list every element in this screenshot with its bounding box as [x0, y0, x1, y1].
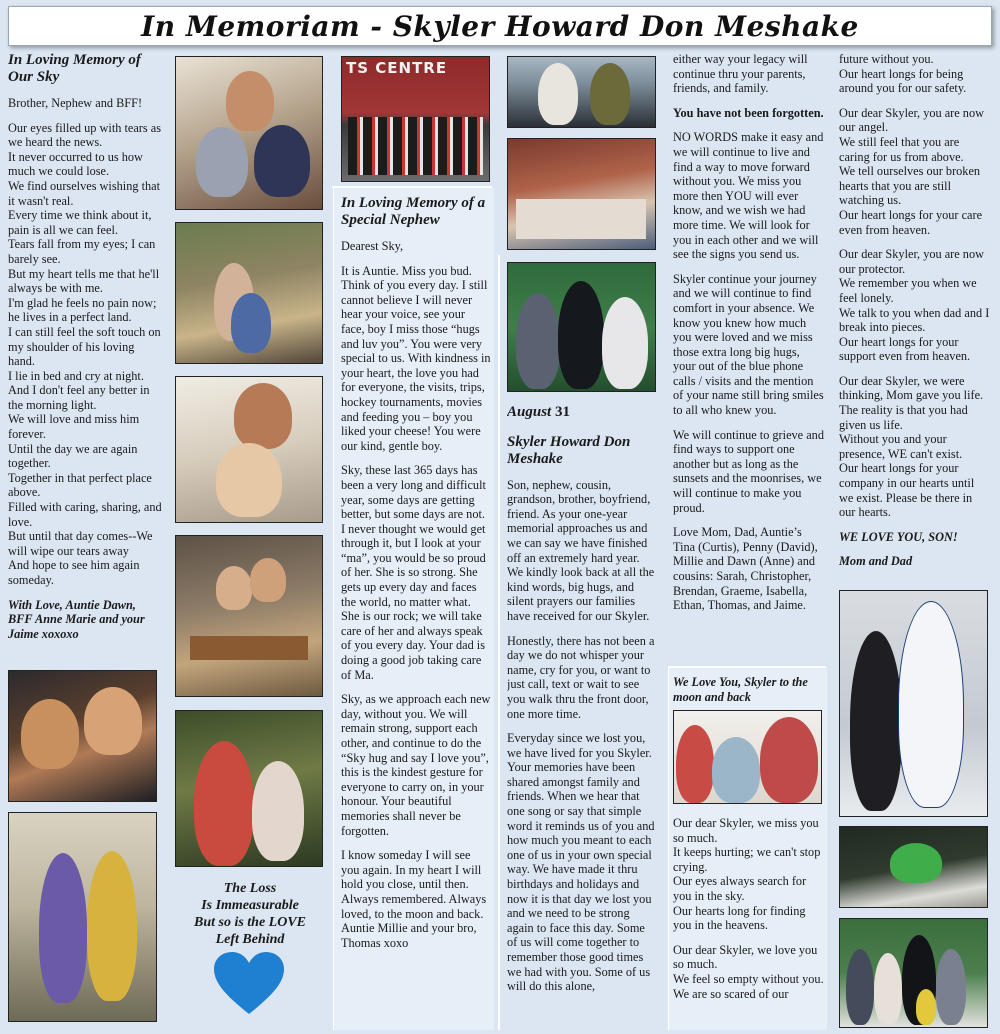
column-divider	[498, 255, 500, 1030]
col5-paragraph: Skyler continue your journey and we will continue to find comfort in your absence. We know you knew how much you were loved and we miss those extra long big hugs, your out of the blue phone calls / visits and the mention of your name still bring smiles to all who knew you.	[673, 271, 824, 418]
col4-paragraph: Everyday since we lost you, we have lived for you Skyler. Your memories have been shared amongst family and friends. When we hear that one song or say that simple word it reminds us of you and how much you meant to each one of us in your own special way. We have made it thru birthdays and holidays and now it is that day we lost you and we need to be strong again to face this day. Some of us will come together to remember those good times we had with you. Some of us will do this alone,	[507, 731, 655, 994]
column-divider	[668, 666, 826, 668]
photo-two-boys-outside	[507, 56, 656, 128]
page-title: In Memoriam - Skyler Howard Don Meshake	[141, 9, 859, 43]
column-6	[839, 52, 991, 582]
column-5-bottom	[673, 816, 825, 1028]
photo-two-boys-smiling	[8, 670, 157, 802]
loss-line-1: The Loss	[223, 881, 277, 896]
column-4	[507, 405, 657, 1027]
column-5-lower	[673, 675, 825, 705]
col1-heading: In Loving Memory of Our Sky	[8, 52, 141, 85]
col3-paragraph: Sky, as we approach each new day, without you. We will remain strong, support each other, and continue to do the “Sky hug and say I love you”, this is the kindest gesture for everyone to carry on, in your honour. Your beautiful memories shall never be forgotten.	[341, 692, 491, 838]
arena-sign-text: TS CENTRE	[346, 59, 448, 77]
col5-paragraph: NO WORDS make it easy and we will continue to live and find a way to move forward without you. We miss you more then YOU will ever know, and we wish we had more time. We will look for you in each other and we will see the signs you send us.	[673, 130, 824, 262]
col5-paragraph: Our dear Skyler, we love you so much. We feel so empty without you. We are so scared of our	[673, 942, 824, 1001]
loss-tribute	[175, 880, 325, 948]
column-1	[8, 52, 163, 672]
photo-hockey-player-with-mother	[839, 590, 988, 817]
col6-paragraph: future without you. Our heart longs for being around you for our safety.	[839, 52, 967, 96]
photo-family-trio	[673, 710, 822, 804]
col4-paragraph: Honestly, there has not been a day we do not whisper your name, cry for you, or want to just call, text or wait to see you walk thru the front door, one more time.	[507, 633, 655, 721]
loss-line-3: But so is the LOVE	[193, 915, 307, 930]
title-banner	[8, 6, 992, 46]
col3-paragraph: It is Auntie. Miss you bud. Think of you every day. I still cannot believe I will never hear your voice, see your face, boy I miss those “hugs and luv you”. You were very special to us. With kindness in your heart, the love you had for everyone, the visits, trips, hockey tournaments, movies and feeding you – boy you liked your cheese! You were our kind, gentle boy.	[341, 263, 491, 453]
loss-line-2: Is Immeasurable	[201, 898, 299, 913]
col1-greeting: Brother, Nephew and BFF!	[8, 96, 143, 110]
column-3	[341, 195, 491, 1025]
col1-poem: Our eyes filled up with tears as we heard the news. It never occurred to us how much we could lose. We find ourselves wishing that it wasn't real. Every time we think about it, pain is all we can feel. Tears fall from my eyes; I can barely see. But my heart tells me that he'll always be with me. I'm glad he feels no pain now; he lives in a perfect land. I can still feel the soft touch on my shoulder of his loving hand. I lie in bed and cry at night. And I don't feel any better in the morning light. We will love and miss him forever. Until the day we are again together. Together in that perfect place above. Filled with caring, sharing, and love. But until that day comes--We will wipe our tears away And hope to see him again someday.	[8, 120, 162, 587]
col3-paragraph: Sky, these last 365 days has been a very long and difficult year, some days are getting better, but some days are not. I never thought we would get through it, but I look at your “ma”, you would be so proud of her. She is so strong. She gets up every day and faces the world, no matter what. She is our rock; we will take care of her and always speak of you every day. Your dad is doing a good job taking care of Ma.	[341, 463, 486, 682]
col5-not-forgotten: You have not been forgotten.	[673, 105, 824, 120]
column-5	[673, 52, 825, 664]
memorial-date-month: August	[507, 405, 552, 420]
photo-kids-at-table	[175, 535, 323, 697]
col3-paragraph: I know someday I will see you again. In my heart I will hold you close, until then. Always remembered. Always loved, to the moon and back. Auntie Millie and your bro, Thomas xoxo	[341, 848, 487, 950]
photo-grandmother-with-toddler	[175, 376, 323, 523]
photo-graduation	[507, 262, 656, 392]
col5-subheading: We Love You, Skyler to the moon and back	[673, 675, 808, 704]
col6-closing: WE LOVE YOU, SON!	[839, 529, 958, 544]
photo-mother-with-babies	[175, 56, 323, 210]
memorial-date-day: 31	[554, 405, 570, 420]
col5-paragraph: either way your legacy will continue thru your parents, friends, and family.	[673, 52, 808, 96]
col4-paragraph: Son, nephew, cousin, grandson, brother, boyfriend, friend. As your one-year memorial approaches us and we can say we have finished off an extremely hard year. We kindly look back at all the kind words, big hugs, and silent prayers our families have received for our Skyler.	[507, 477, 655, 623]
photo-boy-and-girl-hugging	[175, 710, 323, 867]
col6-paragraph: Our dear Skyler, you are now our angel. We still feel that you are caring for us from above. We tell ourselves our broken hearts that you are still watching us. Our heart longs for your care even from heaven.	[839, 105, 984, 237]
col3-heading: In Loving Memory of a Special Nephew	[341, 195, 486, 228]
col1-signature: With Love, Auntie Dawn, BFF Anne Marie and your Jaime xoxoxo	[8, 597, 145, 641]
photo-christmas-dinner	[507, 138, 656, 250]
column-divider	[332, 186, 492, 188]
col6-signature: Mom and Dad	[839, 554, 913, 569]
photo-hockey-team-at-arena	[341, 56, 490, 182]
photo-family-outdoors	[175, 222, 323, 364]
photo-boy-and-girl-standing	[8, 812, 157, 1022]
col6-paragraph: Our dear Skyler, we were thinking, Mom gave you life. The reality is that you had given us life. Without you and your presence, WE can't exist. Our heart longs for your company in our hearts until we exist. Please be there in our hearts.	[839, 373, 984, 520]
col3-greeting: Dearest Sky,	[341, 239, 404, 253]
heart-icon	[214, 952, 284, 1016]
col4-name: Skyler Howard Don Meshake	[507, 433, 631, 467]
loss-line-4: Left Behind	[215, 932, 285, 947]
col6-paragraph: Our dear Skyler, you are now our protector. We remember you when we feel lonely. We talk to you when dad and I break into pieces. Our heart longs for your support even from heaven.	[839, 247, 990, 364]
photo-sleeping	[839, 826, 988, 908]
photo-family-graduation-group	[839, 918, 988, 1028]
col5-paragraph: Our dear Skyler, we miss you so much. It keeps hurting; we can't stop crying. Our eyes always search for you in the sky. Our hearts long for finding you in the heavens.	[673, 816, 821, 933]
col5-paragraph: We will continue to grieve and find ways to support one another but as long as the sunsets and the moonrises, we will continue to make you proud.	[673, 427, 824, 515]
col5-paragraph: Love Mom, Dad, Auntie’s Tina (Curtis), Penny (David), Millie and Dawn (Anne) and cousins: Sarah, Christopher, Brendan, Graeme, Isabella, Ethan, Thomas, and Jaime.	[673, 525, 818, 613]
memorial-date	[507, 405, 657, 420]
